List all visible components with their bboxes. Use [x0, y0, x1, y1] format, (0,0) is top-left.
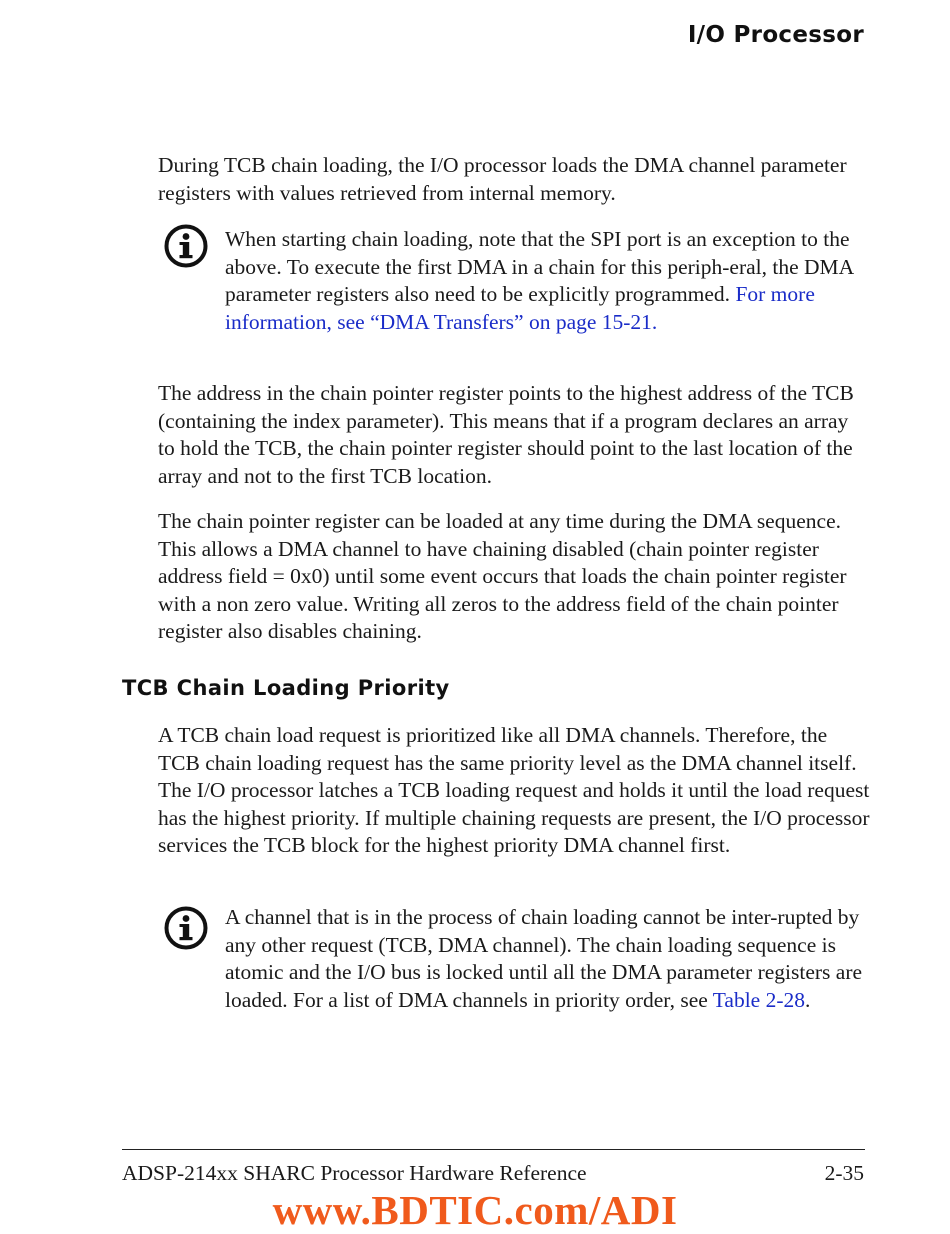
running-header-title: I/O Processor — [687, 22, 864, 48]
paragraph-priority: A TCB chain load request is prioritized like all DMA channels. Therefore, the TCB chain loading request has the same priority level as the DMA channel itself. The I/O processor latches a TCB loading request and holds it until the load request has the highest priority. If multiple chaining requests are present, the I/O processor services the TCB block for the highest priority DMA channel first. — [158, 723, 870, 858]
note-atomic-loading — [225, 904, 870, 1014]
dma-transfers-link[interactable]: For more information, see “DMA Transfers” on page 15-21. — [225, 282, 815, 334]
note-tail: . — [805, 987, 811, 1012]
table-2-28-link[interactable]: Table 2-28 — [712, 987, 806, 1012]
paragraph-chain-loading: During TCB chain loading, the I/O processor loads the DMA channel parameter registers with values retrieved from internal memory. — [158, 153, 847, 205]
note-text: A channel that is in the process of chain loading cannot be inter-rupted by any other request (TCB, DMA channel). The chain loading sequence is atomic and the I/O bus is locked until all the DMA parameter registers are loaded. For a list of DMA channels in priority order, see — [225, 905, 863, 1012]
footer-page-number: 2-35 — [824, 1161, 864, 1185]
watermark-url: www.BDTIC.com/ADI — [272, 1187, 678, 1233]
section-heading: TCB Chain Loading Priority — [122, 676, 450, 700]
info-icon — [164, 906, 208, 950]
footer-divider — [122, 1149, 865, 1150]
paragraph-chain-pointer-loading: The chain pointer register can be loaded at any time during the DMA sequence. This allows a DMA channel to have chaining disabled (chain pointer register address field = 0x0) until some event occurs that loads the chain pointer register with a non zero value. Writing all zeros to the address field of the chain pointer register also disables chaining. — [158, 509, 847, 644]
paragraph-chain-pointer-address: The address in the chain pointer register points to the highest address of the TCB (containing the index parameter). This means that if a program declares an array to hold the TCB, the chain pointer register should point to the last location of the array and not to the first TCB location. — [158, 381, 854, 488]
note-text: When starting chain loading, note that the SPI port is an exception to the above. To execute the first DMA in a chain for this periph-eral, the DMA parameter registers also need to be explicitly programmed. — [225, 227, 853, 307]
info-icon — [164, 224, 208, 268]
note-spi-exception — [225, 226, 870, 336]
footer-book-title: ADSP-214xx SHARC Processor Hardware Reference — [122, 1161, 587, 1185]
